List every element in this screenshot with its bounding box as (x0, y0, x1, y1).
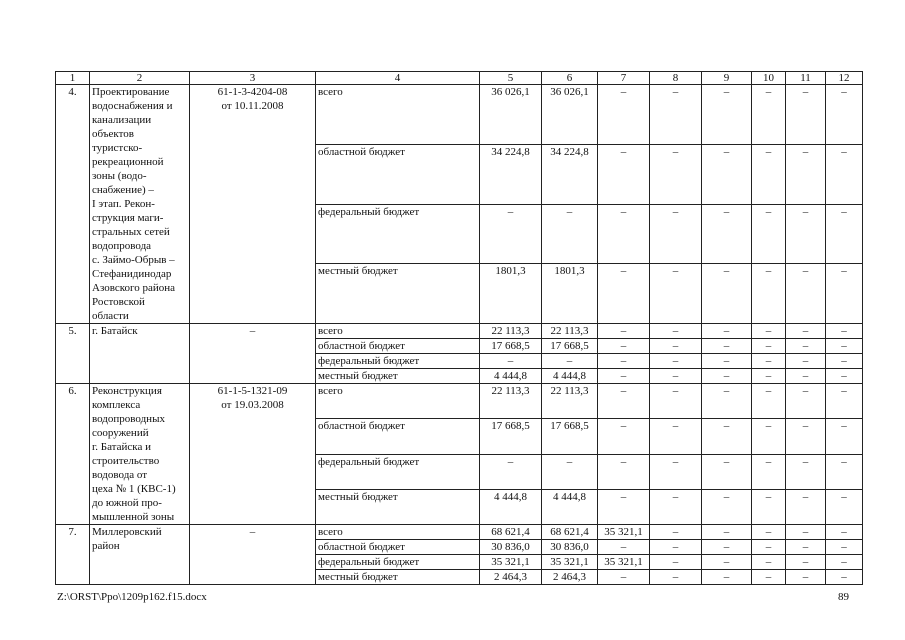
amount-cell: – (752, 489, 786, 524)
table-body (56, 85, 863, 585)
object-name-line: области (92, 310, 129, 322)
amount-cell: 4 444,8 (542, 489, 598, 524)
amount-cell: – (650, 570, 702, 585)
amount-cell: – (786, 369, 826, 384)
amount-cell: – (650, 354, 702, 369)
amount-cell: – (786, 454, 826, 489)
funding-source: областной бюджет (316, 339, 480, 354)
amount-cell: – (752, 419, 786, 454)
amount-cell: – (702, 384, 752, 419)
amount-cell: – (598, 384, 650, 419)
amount-cell: – (702, 324, 752, 339)
object-name-line: с. Займо-Обрыв – (92, 254, 175, 266)
funding-source: местный бюджет (316, 570, 480, 585)
expertise-line: 61-1-3-4204-08 (217, 86, 288, 98)
amount-cell: – (826, 354, 863, 369)
amount-cell: – (752, 384, 786, 419)
funding-source: местный бюджет (316, 369, 480, 384)
funding-source: местный бюджет (316, 489, 480, 524)
amount-cell: – (598, 339, 650, 354)
column-header: 4 (316, 72, 480, 85)
amount-cell: – (650, 204, 702, 264)
amount-cell: – (826, 369, 863, 384)
expertise-line: от 19.03.2008 (221, 399, 284, 411)
amount-cell: 36 026,1 (480, 85, 542, 145)
amount-cell: – (752, 264, 786, 324)
amount-cell: 17 668,5 (542, 339, 598, 354)
amount-cell: 35 321,1 (480, 555, 542, 570)
amount-cell: – (650, 555, 702, 570)
amount-cell: – (650, 454, 702, 489)
expertise-conclusion (190, 525, 316, 585)
object-name-line: до южной про- (92, 497, 162, 509)
object-name-line: водовода от (92, 469, 148, 481)
amount-cell: – (650, 540, 702, 555)
amount-cell: – (702, 419, 752, 454)
amount-cell: – (752, 570, 786, 585)
amount-cell: – (826, 339, 863, 354)
amount-cell: 36 026,1 (542, 85, 598, 145)
amount-cell: – (702, 204, 752, 264)
amount-cell: 1801,3 (480, 264, 542, 324)
amount-cell: – (752, 540, 786, 555)
column-header: 7 (598, 72, 650, 85)
amount-cell: – (650, 489, 702, 524)
funding-source: федеральный бюджет (316, 454, 480, 489)
amount-cell: – (650, 264, 702, 324)
object-name-line: водоснабжения и (92, 100, 173, 112)
amount-cell: – (786, 204, 826, 264)
budget-table (55, 71, 863, 585)
funding-source: местный бюджет (316, 264, 480, 324)
funding-source: федеральный бюджет (316, 204, 480, 264)
expertise-line: 61-1-5-1321-09 (217, 385, 288, 397)
object-name-line: район (92, 540, 120, 552)
table-row (56, 525, 863, 540)
object-name-line: комплекса (92, 399, 141, 411)
object-name (90, 525, 190, 585)
amount-cell: – (702, 454, 752, 489)
amount-cell: – (598, 264, 650, 324)
amount-cell: – (752, 339, 786, 354)
amount-cell: – (598, 324, 650, 339)
amount-cell: 35 321,1 (542, 555, 598, 570)
funding-source: всего (316, 324, 480, 339)
object-name-line: Стефанидинодар (92, 268, 172, 280)
amount-cell: – (786, 540, 826, 555)
column-header: 6 (542, 72, 598, 85)
expertise-conclusion (190, 384, 316, 525)
object-name-line: объектов (92, 128, 134, 140)
amount-cell: – (598, 570, 650, 585)
amount-cell: – (480, 354, 542, 369)
amount-cell: – (702, 339, 752, 354)
funding-source: федеральный бюджет (316, 354, 480, 369)
object-name (90, 384, 190, 525)
footer-file-path: Z:\ORST\Ppo\1209p162.f15.docx (57, 591, 207, 603)
amount-cell: – (598, 419, 650, 454)
amount-cell: – (542, 204, 598, 264)
object-name-line: рекреационной (92, 156, 164, 168)
object-name-line: строительство (92, 455, 160, 467)
object-name-line: Проектирование (92, 86, 170, 98)
amount-cell: 4 444,8 (480, 369, 542, 384)
expertise-line: от 10.11.2008 (221, 100, 284, 112)
amount-cell: – (598, 144, 650, 204)
amount-cell: – (480, 204, 542, 264)
amount-cell: 4 444,8 (480, 489, 542, 524)
amount-cell: – (752, 85, 786, 145)
amount-cell: 17 668,5 (480, 339, 542, 354)
amount-cell: – (752, 144, 786, 204)
amount-cell: 34 224,8 (480, 144, 542, 204)
amount-cell: 17 668,5 (480, 419, 542, 454)
object-name-line: Ростовской (92, 296, 145, 308)
amount-cell: – (826, 525, 863, 540)
object-name-line: I этап. Рекон- (92, 198, 155, 210)
funding-source: всего (316, 384, 480, 419)
amount-cell: – (702, 369, 752, 384)
amount-cell: – (752, 525, 786, 540)
amount-cell: – (786, 419, 826, 454)
object-name-line: Азовского района (92, 282, 176, 294)
amount-cell: – (786, 144, 826, 204)
amount-cell: – (650, 369, 702, 384)
amount-cell: – (826, 555, 863, 570)
amount-cell: – (752, 324, 786, 339)
amount-cell: – (650, 339, 702, 354)
amount-cell: 4 444,8 (542, 369, 598, 384)
amount-cell: – (786, 85, 826, 145)
table-row (56, 85, 863, 145)
funding-source: областной бюджет (316, 540, 480, 555)
object-name-line: цеха № 1 (КВС-1) (92, 483, 176, 495)
row-number: 4. (56, 85, 90, 324)
amount-cell: 30 836,0 (542, 540, 598, 555)
expertise-line: – (249, 526, 256, 538)
amount-cell: – (786, 384, 826, 419)
expertise-conclusion (190, 85, 316, 324)
amount-cell: 22 113,3 (542, 384, 598, 419)
amount-cell: – (752, 454, 786, 489)
column-header: 3 (190, 72, 316, 85)
table-row (56, 384, 863, 419)
amount-cell: 68 621,4 (542, 525, 598, 540)
amount-cell: – (752, 204, 786, 264)
amount-cell: – (598, 354, 650, 369)
amount-cell: – (702, 85, 752, 145)
amount-cell: – (786, 354, 826, 369)
funding-source: всего (316, 525, 480, 540)
funding-source: областной бюджет (316, 144, 480, 204)
column-header: 10 (752, 72, 786, 85)
amount-cell: – (826, 85, 863, 145)
amount-cell: – (542, 354, 598, 369)
amount-cell: – (650, 419, 702, 454)
column-header: 1 (56, 72, 90, 85)
funding-source: федеральный бюджет (316, 555, 480, 570)
page-number: 89 (838, 591, 849, 603)
amount-cell: – (786, 264, 826, 324)
amount-cell: 35 321,1 (598, 555, 650, 570)
amount-cell: – (826, 144, 863, 204)
object-name-line: струкция маги- (92, 212, 164, 224)
amount-cell: – (702, 570, 752, 585)
amount-cell: – (826, 489, 863, 524)
object-name-line: сооружений (92, 427, 149, 439)
amount-cell: – (786, 525, 826, 540)
column-header: 12 (826, 72, 863, 85)
object-name-line: Реконструкция (92, 385, 162, 397)
table-row (56, 324, 863, 339)
amount-cell: 22 113,3 (480, 384, 542, 419)
object-name-line: мышленной зоны (92, 511, 175, 523)
amount-cell: 22 113,3 (480, 324, 542, 339)
amount-cell: – (702, 555, 752, 570)
amount-cell: – (598, 454, 650, 489)
expertise-line: – (249, 325, 256, 337)
object-name-line: водопроводных (92, 413, 165, 425)
amount-cell: – (702, 540, 752, 555)
object-name-line: водопровода (92, 240, 152, 252)
object-name-line: туристско- (92, 142, 143, 154)
amount-cell: 22 113,3 (542, 324, 598, 339)
amount-cell: – (786, 555, 826, 570)
amount-cell: – (650, 144, 702, 204)
amount-cell: – (702, 489, 752, 524)
amount-cell: 68 621,4 (480, 525, 542, 540)
amount-cell: – (826, 204, 863, 264)
amount-cell: – (702, 264, 752, 324)
object-name-line: г. Батайск (92, 325, 138, 337)
amount-cell: – (826, 454, 863, 489)
column-header: 5 (480, 72, 542, 85)
header-row (56, 72, 863, 85)
expertise-conclusion (190, 324, 316, 384)
amount-cell: – (542, 454, 598, 489)
amount-cell: 30 836,0 (480, 540, 542, 555)
amount-cell: – (826, 419, 863, 454)
amount-cell: – (598, 369, 650, 384)
amount-cell: – (826, 570, 863, 585)
amount-cell: – (598, 489, 650, 524)
amount-cell: – (752, 555, 786, 570)
amount-cell: – (786, 489, 826, 524)
row-number: 7. (56, 525, 90, 585)
amount-cell: – (702, 144, 752, 204)
column-header: 8 (650, 72, 702, 85)
amount-cell: – (650, 525, 702, 540)
amount-cell: – (786, 570, 826, 585)
amount-cell: – (786, 339, 826, 354)
object-name-line: канализации (92, 114, 152, 126)
row-number: 6. (56, 384, 90, 525)
amount-cell: – (786, 324, 826, 339)
object-name (90, 324, 190, 384)
amount-cell: – (826, 264, 863, 324)
amount-cell: – (650, 85, 702, 145)
amount-cell: – (752, 354, 786, 369)
amount-cell: 17 668,5 (542, 419, 598, 454)
amount-cell: – (598, 204, 650, 264)
funding-source: областной бюджет (316, 419, 480, 454)
object-name-line: стральных сетей (92, 226, 170, 238)
funding-source: всего (316, 85, 480, 145)
amount-cell: – (650, 324, 702, 339)
amount-cell: – (598, 85, 650, 145)
amount-cell: – (826, 324, 863, 339)
column-header: 9 (702, 72, 752, 85)
amount-cell: – (826, 540, 863, 555)
object-name-line: г. Батайска и (92, 441, 151, 453)
amount-cell: 34 224,8 (542, 144, 598, 204)
amount-cell: 1801,3 (542, 264, 598, 324)
amount-cell: – (598, 540, 650, 555)
object-name-line: Миллеровский (92, 526, 162, 538)
amount-cell: – (702, 525, 752, 540)
column-header: 2 (90, 72, 190, 85)
object-name-line: зоны (водо- (92, 170, 147, 182)
amount-cell: – (752, 369, 786, 384)
amount-cell: 2 464,3 (480, 570, 542, 585)
amount-cell: – (826, 384, 863, 419)
object-name (90, 85, 190, 324)
column-header: 11 (786, 72, 826, 85)
row-number: 5. (56, 324, 90, 384)
amount-cell: 35 321,1 (598, 525, 650, 540)
amount-cell: – (480, 454, 542, 489)
amount-cell: – (702, 354, 752, 369)
amount-cell: – (650, 384, 702, 419)
object-name-line: снабжение) – (92, 184, 154, 196)
amount-cell: 2 464,3 (542, 570, 598, 585)
